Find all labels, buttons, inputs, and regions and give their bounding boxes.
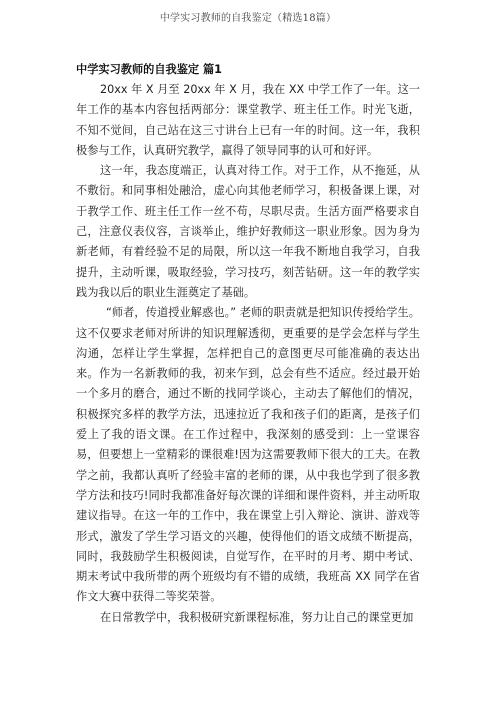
paragraph-2: 这一年，我态度端正，认真对待工作。对于工作，从不拖延，从不敷衍。和同事相处融洽，虚心向其他老师学习，积极备课上课，对于教学工作、班主任工作一丝不苟，尽职尽责。生活方面严格要求自己，注意仪表仪容，言谈举止，维护好教师这一职业形象。因为身为新老师，有着经验不足的局限，所以这一年我不断地自我学习，自我提升，主动听课，吸取经验，学习技巧，刻苦钻研。这一年的教学实践为我以后的职业生涯奠定了基础。 <box>76 164 420 299</box>
document-header: 中学实习教师的自我鉴定（精选18篇） <box>159 13 337 24</box>
paragraph-3: “师者，传道授业解惑也。” 老师的职责就是把知识传授给学生。这不仅要求老师对所讲的知识理解透彻，更重要的是学会怎样与学生沟通，怎样让学生掌握，怎样把自己的意图更尽可能准确的表达出来。作为一名新教师的我，初来乍到，总会有些不适应。经过最开始一个多月的磨合，通过不断的找同学谈心，主动去了解他们的情况，积极探究多样的教学方法，迅速拉近了我和孩子们的距离，是孩子们爱上了我的语文课。在工作过程中，我深刻的感受到：上一堂课容易，但要想上一堂精彩的课很难!因为这需要教师下很大的工夫。在教学之前，我都认真听了经验丰富的老师的课，从中我也学到了很多教学方法和技巧!同时我都准备好每次课的详细和课件资料，并主动听取建议指导。在这一年的工作中，我在课堂上引入辩论、演讲、游戏等形式，激发了学生学习语文的兴趣，使得他们的语文成绩不断提高，同时，我鼓励学生积极阅读，自觉写作，在平时的月考、期中考试、期末考试中我所带的两个班级均有不错的成绩，我班高 XX 同学在省作文大赛中获得二等奖荣誉。 <box>76 306 420 604</box>
section-title: 中学实习教师的自我鉴定 篇1 <box>76 63 222 76</box>
paragraph-1: 20xx 年 X 月至 20xx 年 X 月，我在 XX 中学工作了一年。这一年工作的基本内容包括两部分：课堂教学、班主任工作。时光飞逝，不知不觉间，自己站在这三寸讲台上已有一年的时间。这一年，我积极参与工作，认真研究教学，赢得了领导同事的认可和好评。 <box>76 83 420 157</box>
paragraph-4: 在日常教学中，我积极研究新课程标准，努力让自己的课堂更加 <box>100 610 414 624</box>
